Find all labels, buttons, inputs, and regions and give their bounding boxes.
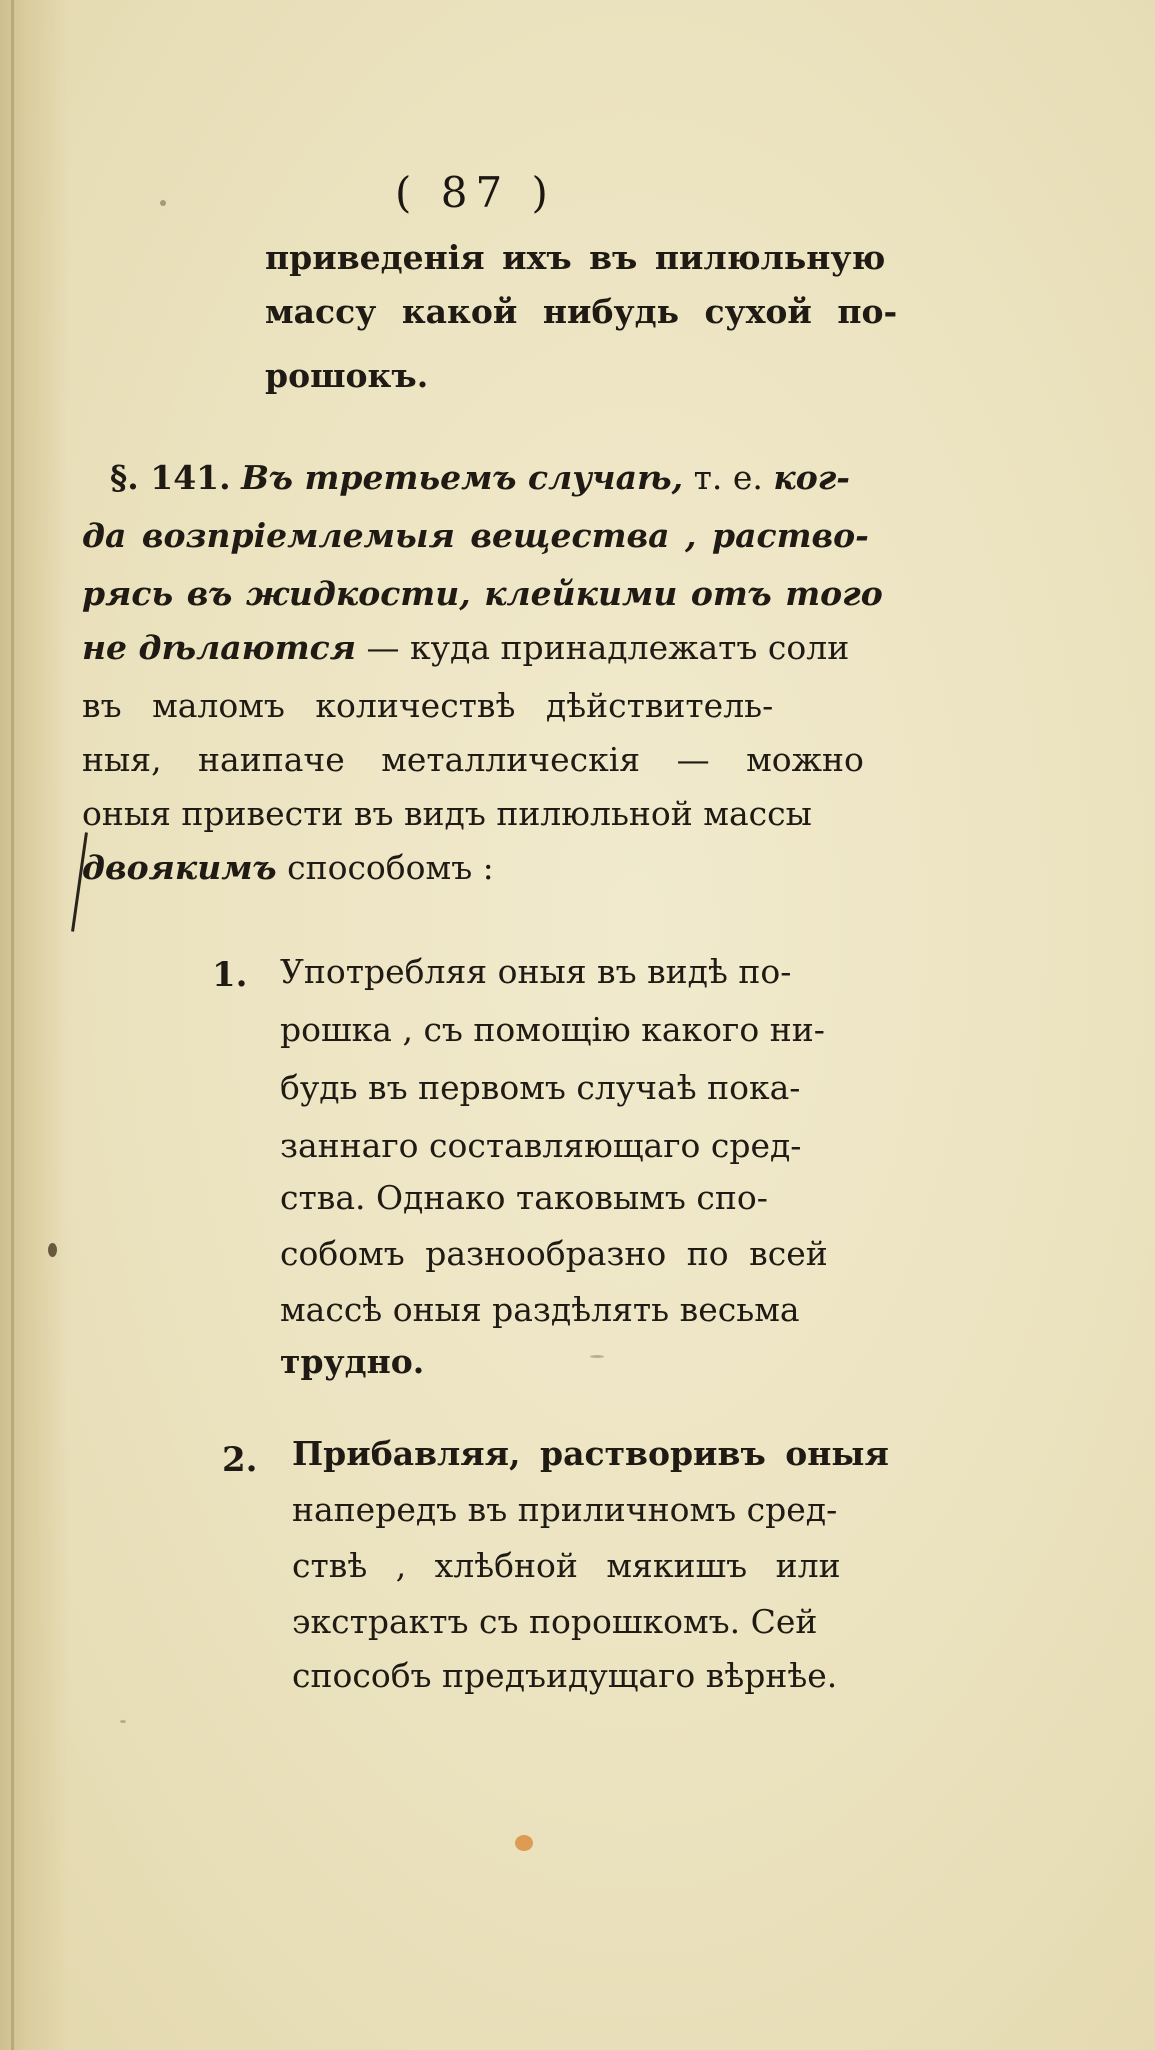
italic-text: ког-: [773, 458, 850, 497]
page-number-header: ( 87 ): [395, 168, 556, 217]
paper-stain: [120, 1720, 126, 1723]
text-line: массѣ оныя раздѣлять весьма: [280, 1290, 800, 1329]
text-line: будь въ первомъ случаѣ пока-: [280, 1068, 801, 1107]
paper-stain: [160, 200, 166, 206]
text-line: напередъ въ приличномъ сред-: [292, 1490, 838, 1529]
method-1-number: 1.: [212, 955, 248, 995]
gutter-line: [11, 0, 14, 2050]
text-line: рошка , съ помощію какого ни-: [280, 1010, 825, 1049]
text-line: массу какой нибудь сухой по-: [265, 292, 898, 331]
text-line: Прибавляя, растворивъ оныя: [292, 1434, 889, 1473]
plain-text: т. е.: [693, 458, 763, 497]
text-line: да возпріемлемыя вещества , раство-: [82, 516, 869, 555]
text-line: рясь въ жидкости, клейкими отъ того: [82, 574, 883, 613]
text-line: ныя, наипаче металлическія — можно: [82, 740, 864, 779]
text-line: экстрактъ съ порошкомъ. Сей: [292, 1602, 818, 1641]
paragraph-141-line-1: [110, 458, 850, 497]
text-line: трудно.: [280, 1342, 425, 1381]
paper-stain: [48, 1243, 57, 1257]
text-line: собомъ разнообразно по всей: [280, 1234, 828, 1273]
plain-text: — куда принадлежатъ соли: [366, 628, 850, 667]
text-line: ства. Однако таковымъ спо-: [280, 1178, 768, 1217]
text-line: приведенія ихъ въ пилюльную: [265, 238, 886, 277]
italic-phrase: двоякимъ: [82, 848, 277, 887]
italic-phrase: не дѣлаются: [82, 628, 356, 667]
method-2-number: 2.: [222, 1440, 258, 1480]
section-label: §. 141.: [110, 458, 231, 497]
plain-text: способомъ :: [287, 848, 494, 887]
text-line: Употребляя оныя въ видѣ по-: [280, 952, 792, 991]
paragraph-141-line-4: [82, 628, 849, 667]
text-line: заннаго составляющаго сред-: [280, 1126, 802, 1165]
paragraph-141-line-8: [82, 848, 494, 887]
paper-stain: [515, 1835, 533, 1851]
text-line: оныя привести въ видъ пилюльной массы: [82, 794, 812, 833]
text-line: рошокъ.: [265, 356, 429, 395]
text-line: ствѣ , хлѣбной мякишъ или: [292, 1546, 841, 1585]
text-line: способъ предъидущаго вѣрнѣе.: [292, 1656, 838, 1695]
paper-stain: [590, 1355, 604, 1358]
italic-phrase: Въ третьемъ случаѣ,: [241, 458, 684, 497]
text-line: въ маломъ количествѣ дѣйствитель-: [82, 686, 774, 725]
